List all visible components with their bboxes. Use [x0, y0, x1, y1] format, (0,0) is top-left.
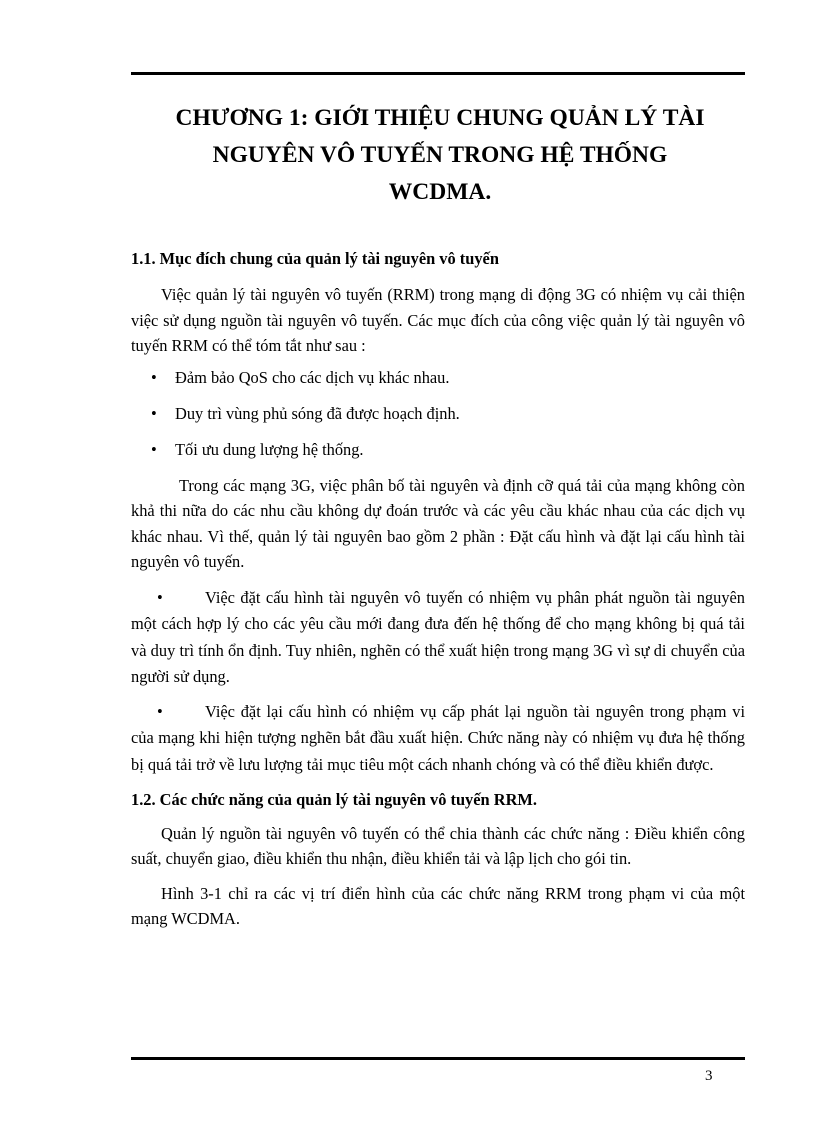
goals-list — [131, 365, 745, 462]
list-item: • Duy trì vùng phủ sóng đã được hoạch định. — [131, 401, 745, 426]
chapter-title — [140, 100, 740, 211]
list-item: • Việc đặt lại cấu hình có nhiệm vụ cấp phát lại nguồn tài nguyên trong phạm vi của mạng khi hiện tượng nghẽn bắt đầu xuất hiện. Chức năng này có nhiệm vụ đưa hệ thống bị quá tải trở về lưu lượng tải mục tiêu một cách nhanh chóng và có thể điều khiển được. — [131, 699, 745, 779]
footer-rule — [131, 1057, 745, 1060]
configuration-list — [131, 585, 745, 779]
page-number: 3 — [705, 1068, 713, 1084]
chapter-title-line-2: NGUYÊN VÔ TUYẾN TRONG HỆ THỐNG — [212, 142, 668, 168]
list-item: • Tối ưu dung lượng hệ thống. — [131, 437, 745, 462]
chapter-title-line-1: CHƯƠNG 1: GIỚI THIỆU CHUNG QUẢN LÝ TÀI — [175, 105, 705, 131]
list-item: • Đảm bảo QoS cho các dịch vụ khác nhau. — [131, 365, 745, 390]
bullet-icon: • — [151, 403, 157, 423]
bullet-icon: • — [151, 439, 157, 459]
chapter-title-line-3: WCDMA. — [388, 179, 492, 205]
section-1-1-paragraph-2: Trong các mạng 3G, việc phân bố tài nguyên và định cỡ quá tải của mạng không còn khả thi nữa do các nhu cầu không dự đoán trước và các yêu cầu khác nhau của các dịch vụ khác nhau. Vì thế, quản lý tài nguyên bao gồm 2 phần : Đặt cấu hình và đặt lại cấu hình tài nguyên vô tuyến. — [131, 475, 745, 571]
section-1-2-paragraph-1: Quản lý nguồn tài nguyên vô tuyến có thể chia thành các chức năng : Điều khiển công suất, chuyển giao, điều khiển thu nhận, điều khiển tải và lập lịch cho gói tin. — [131, 823, 745, 869]
bullet-icon: • — [157, 587, 163, 607]
list-item: • Việc đặt cấu hình tài nguyên vô tuyến có nhiệm vụ phân phát nguồn tài nguyên một cách hợp lý cho các yêu cầu mới đang đưa đến hệ thống để cho mạng không bị quá tải và duy trì tính ổn định. Tuy nhiên, nghẽn có thể xuất hiện trong mạng 3G vì sự di chuyển của người sử dụng. — [131, 585, 745, 691]
section-1-1-intro: Việc quản lý tài nguyên vô tuyến (RRM) trong mạng di động 3G có nhiệm vụ cải thiện việc sử dụng nguồn tài nguyên vô tuyến. Các mục đích của công việc quản lý tài nguyên vô tuyến RRM có thể tóm tắt như sau : — [131, 285, 745, 355]
bullet-icon: • — [151, 367, 157, 387]
section-1-2-heading: 1.2. Các chức năng của quản lý tài nguyên vô tuyến RRM. — [131, 789, 537, 809]
section-1-1-heading: 1.1. Mục đích chung của quản lý tài nguyên vô tuyến — [131, 249, 499, 268]
section-1-2-paragraph-2: Hình 3-1 chỉ ra các vị trí điển hình của các chức năng RRM trong phạm vi của một mạng WCDMA. — [131, 883, 745, 929]
document-body — [131, 246, 745, 932]
header-rule — [131, 72, 745, 75]
bullet-icon: • — [157, 701, 163, 721]
